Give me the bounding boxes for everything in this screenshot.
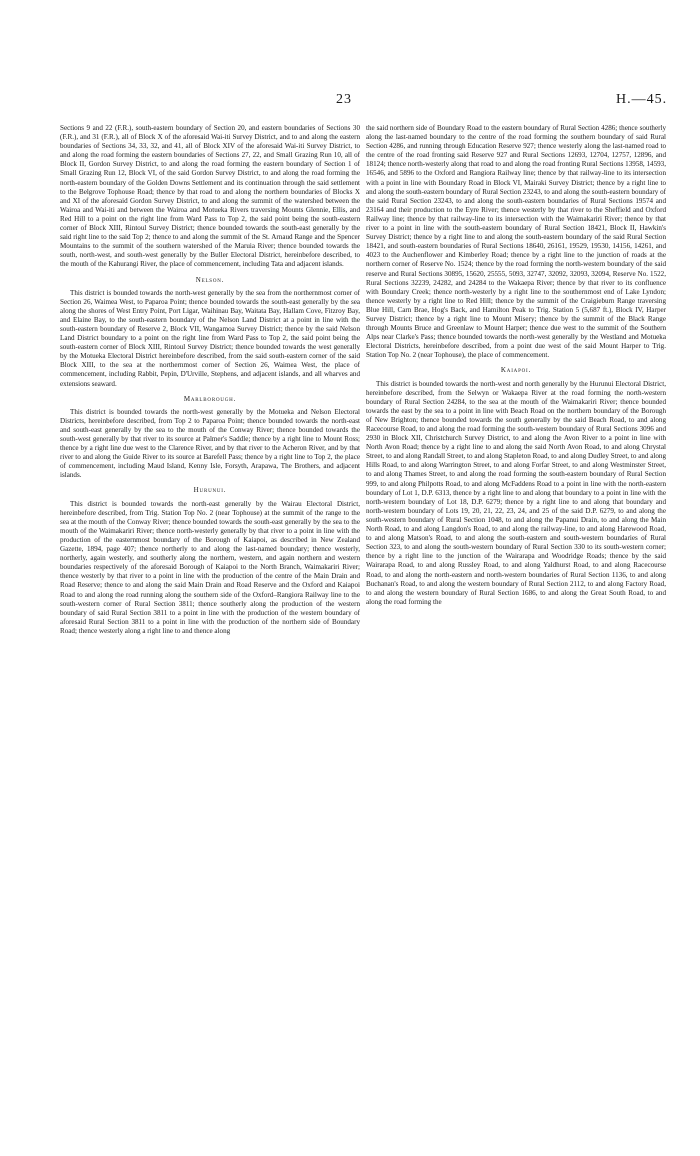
paragraph: This district is bounded towards the north-east generally by the Wairau Electoral District, hereinbefore described, from Trig. Station Top No. 2 (near Tophouse) at the summit of the range to the sea at the mouth of the Conway River; thence bounded towards the south-east generally by the sea to the mouth of the Waimakariri River; thence north-westerly generally by that river to a point in line with the production of the easternmost boundary of the Borough of Kaiapoi, as described in New Zealand Gazette, 1894, page 407; thence northerly to and along the last-named boundary; thence westerly, northerly, again westerly, and southerly along the northern, western, and again northern and western boundaries respectively of the aforesaid Borough of Kaiapoi to the North Branch, Waimakariri River; thence westerly by that river to a point in line with the production of the centre of the Main Drain and Road Reserve; thence to and along the said Main Drain and Road Reserve and the Oxford and Kaiapoi Road to and along the road running along the southern side of the Oxford–Rangiora Railway line to the south-western corner of Rural Section 3811; thence southerly along the production of the western boundary of said Rural Section 3811 to a point in line with the production of the western boundary of aforesaid Rural Section 3811 to a point in line with the production of the northern side of Boundary Road; thence westerly along a right line to and thence along [60, 499, 360, 635]
section-heading-nelson: Nelson. [195, 275, 225, 284]
page-number: 23 [336, 92, 352, 107]
paragraph: This district is bounded towards the north-west generally by the Motueka and Nelson Electoral Districts, hereinbefore described, from Top 2 to Paparoa Point; thence bounded towards the north-east and south-east generally by the sea to the mouth of the Conway River; thence bounded towards the south-west generally by that river to its source at Palmer's Saddle; thence by a right line to Mount Ross; thence by a right line due west to the Clarence River, and by that river to the Acheron River, and by that river to and along the Guide River to its source at Barefell Pass; thence by a right line to Top 2, the place of commencement, including Maud Island, Kenny Isle, Forsyth, Arapawa, The Brothers, and adjacent islands. [60, 407, 360, 480]
left-column [60, 124, 360, 636]
section-heading-hurunui: Hurunui. [193, 486, 227, 495]
page-header [0, 92, 700, 112]
document-reference: H.—45. [616, 92, 668, 107]
section-heading-kaiapoi: Kaiapoi. [500, 366, 532, 375]
paragraph: Sections 9 and 22 (F.R.), south-eastern boundary of Section 20, and eastern boundaries of Sections 30 (F.R.), and 31 (F.R.), all of Block X of the aforesaid Wai-iti Survey District, and to and along the eastern boundaries of Sections 34, 33, 32, and 41, all of Block XIV of the aforesaid Wai-iti Survey District, to and along the road forming the eastern boundaries of Sections 27, 22, and Small Grazing Run 10, all of Block II, Gordon Survey District, to and along the road forming the eastern boundary of Section 1 of Small Grazing Run 12, Block VI, of the said Gordon Survey District, to and along the road forming the north-eastern boundary of the Golden Downs Settlement and its continuation through the said settlement to the Belgrove Tophouse Road; thence by that road to and along the northern boundaries of Blocks X and XI of the aforesaid Gordon Survey District, to and along the summit of the watershed between the Wairoa and Wai-iti and between the Wairoa and Motueka Rivers traversing Mounts Glennie, Ellis, and Red Hill to a point on the right line from Ward Pass to Top 2, the said point being the south-eastern corner of Block XIII, Rintoul Survey District; thence bounded towards the south-east generally by the said right line to the said Top 2; thence to and along the summit of the St. Arnaud Range and the Spencer Mountains to the summit of the southern watershed of the Maruia River; thence bounded towards the south, north-west, and south-west generally by the Buller Electoral District, hereinbefore described, to the mouth of the Kahurangi River, the place of commencement, including Tata and adjacent islands. [60, 124, 360, 269]
paragraph: This district is bounded towards the north-west and north generally by the Hurunui Electoral District, hereinbefore described, from the Selwyn or Wakaepa River at the road forming the north-western boundary of Rural Section 24284, to the sea at the mouth of the Waimakariri River; thence bounded towards the east by the sea to a point in line with Beach Road on the northern boundary of the Borough of New Brighton; thence bounded towards the south generally by the said Beach Road, to and along Racecourse Road, to and along the road forming the south-western boundary of Rural Sections 3096 and 2930 in Block XII, Christchurch Survey District, to and along the Avon River to a point in line with North Avon Road; thence by a right line to and along the said North Avon Road, to and along Chrystal Street, to and along Randall Street, to and along Stapleton Road, to and along Dudley Street, to and along Hills Road, to and along Warrington Street, to and along Forfar Street, to and along Westminster Street, to and along Thames Street, to and along the road forming the south-eastern boundary of Rural Section 999, to and along Philpotts Road, to and along McFaddens Road to a point in line with the north-eastern boundary of Lot 1, D.P. 6313, thence by a right line to and along that boundary to a point in line with the north-western boundary of Lot 18, D.P. 6279; thence by a right line to and along that boundary and north-western boundary of Lots 19, 20, 21, 22, 23, 24, and 25 of the said D.P. 6279, to and along the south-western boundary of Rural Section 1048, to and along the Papanui Drain, to and along the Main North Road, to and along Langdon's Road, to and along the railway-line, to and along Harewood Road, to and along Matson's Road, to and along the south-eastern and south-western boundaries of Rural Section 323, to and along the south-western boundary of Rural Section 330 to its south-western corner; thence by a right line to the junction of the Wairarapa and Woodridge Roads; thence by the said Wairarapa Road, to and along Russley Road, to and along Yaldhurst Road, to and along Racecourse Road, to and along the north-eastern and north-western boundaries of Rural Section 1136, to and along Buchanan's Road, to and along the western boundary of Rural Section 2112, to and along Factory Road, to and along the western boundary of Rural Section 1686, to and along the Great South Road, to and along the road forming the [366, 379, 666, 606]
paragraph: the said northern side of Boundary Road to the eastern boundary of Rural Section 4286; thence southerly along the last-named boundary to the centre of the road forming the southern boundary of said Rural Section 4286, and running through Education Reserve 927; thence westerly along the last-named road to the centre of the road fronting said Reserve 927 and Rural Sections 12693, 12704, 12757, 12896, and 18124; thence north-westerly along that road to and along the road fronting Rural Sections 13958, 14593, 16546, and 5896 to the Oxford and Rangiora Railway line; thence by that railway-line to its intersection with a point in line with Boundary Road in Block VI, Mairaki Survey District; thence by a right line to and along the south-eastern boundary of Rural Section 23243, to and along the south-eastern boundary of the said Rural Section 23243, to and along the south-eastern boundaries of Rural Sections 19574 and 23164 and their production to the Eyre River; thence westerly by that river to the Sheffield and Oxford Railway line; thence by that railway-line to its intersection with the Waimakariri River; thence by that river to a point in line with the south-eastern boundary of Rural Section 18421, Block II, Hawkin's Survey District; thence by a right line to and along the south-eastern boundary of the said Rural Section 18421, and south-eastern boundaries of Rural Sections 18640, 26161, 19529, 19530, 14156, 14261, and 4023 to the Auchenflower and Kimberley Road; thence by a right line to the junction of roads at the northern corner of Reserve No. 1524; thence by the road forming the north-western boundary of the said reserve and Rural Sections 30895, 15620, 25555, 5093, 32747, 32092, 32093, 32094, Reserve No. 1522, Rural Sections 32239, 24282, and 24284 to the Wakaepa River; thence by that river to its confluence with Boundary Creek; thence north-westerly by a right line to the southernmost end of Lake Lyndon; thence westerly by a right line to Red Hill; thence by the summit of the Craigieburn Range traversing Blue Hill, Carn Brae, Hog's Back, and Hamilton Peak to Trig. Station 5 (5,687 ft.), Block IV, Harper Survey District; thence by a right line to Mount Misery; thence by the summit of the Black Range through Mounts Bruce and Greenlaw to Mount Harper; thence due west to the summit of the Southern Alps near Clarke's Pass; thence bounded towards the north-west generally by the Westland and Motueka Electoral Districts, hereinbefore described, from a point due west of the said Mount Harper to Trig. Station Top No. 2 (near Tophouse), the place of commencement. [366, 124, 666, 360]
paragraph: This district is bounded towards the north-west generally by the sea from the northernmost corner of Section 26, Waimea West, to Paparoa Point; thence bounded towards the south-east generally by the sea along the shores of West Entry Point, Port Ligar, Waihinau Bay, Waitata Bay, Hallam Cove, Fitzroy Bay, and Elaine Bay, to the south-eastern boundary of the Nelson Land District at a point in line with the south-eastern boundary of Reserve 2, Block VII, Wangamoa Survey District; thence by the said Nelson Land District boundary to a point on the right line from Ward Pass to Top 2, the said point being the south-eastern corner of Block XIII, Rintoul Survey District; thence bounded towards the west generally by the Motueka Electoral District hereinbefore described, from the said south-eastern corner of the said Block XIII, to the sea at the northernmost corner of Section 26, Waimea West, the place of commencement, including Rabbit, Pepin, D'Urville, Stephens, and adjacent islands, and all wharves and extensions seaward. [60, 288, 360, 388]
right-column [366, 124, 666, 607]
section-heading-marlborough: Marlborough. [183, 394, 237, 403]
